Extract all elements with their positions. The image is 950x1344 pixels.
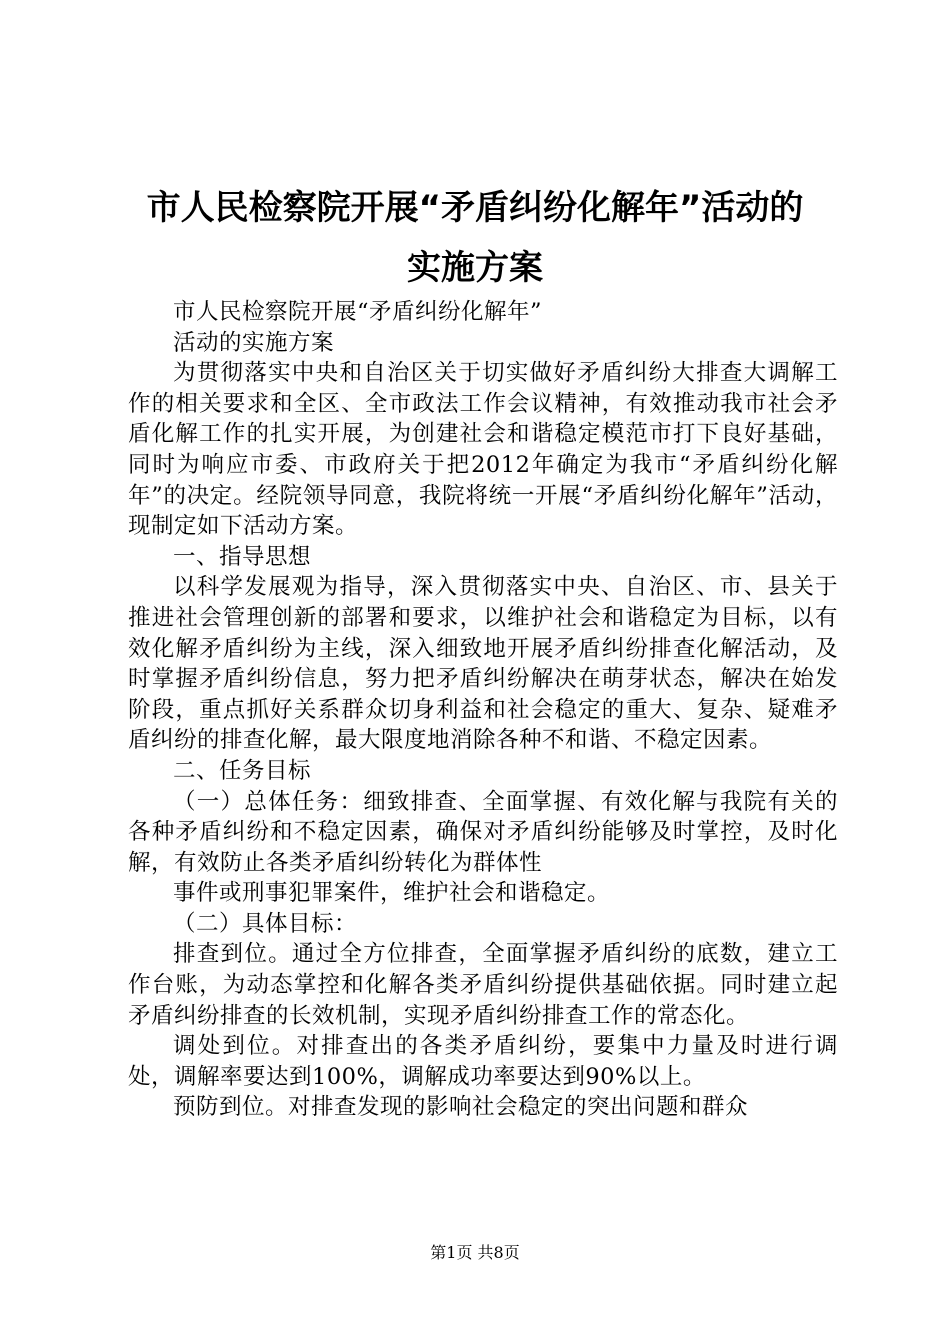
goal-mediation-paragraph: 调处到位。对排查出的各类矛盾纠纷，要集中力量及时进行调处，调解率要达到100%，调解成功率要达到90%以上。: [128, 1033, 838, 1090]
section-heading-task-goals: 二、任务目标: [173, 757, 312, 784]
intro-paragraph: 为贯彻落实中央和自治区关于切实做好矛盾纠纷大排查大调解工作的相关要求和全区、全市政法工作会议精神，有效推动我市社会矛盾化解工作的扎实开展，为创建社会和谐稳定模范市打下良好基础，同时为响应市委、市政府关于把2012年确定为我市“矛盾纠纷化解年”的决定。经院领导同意，我院将统一开展“矛盾纠纷化解年”活动，现制定如下活动方案。: [128, 360, 838, 540]
subtitle-line-1: 市人民检察院开展“矛盾纠纷化解年”: [173, 299, 543, 325]
guiding-thought-paragraph: 以科学发展观为指导，深入贯彻落实中央、自治区、市、县关于推进社会管理创新的部署和要求，以维护社会和谐稳定为目标，以有效化解矛盾纠纷为主线，深入细致地开展矛盾纠纷排查化解活动，及时掌握矛盾纠纷信息，努力把矛盾纠纷解决在萌芽状态，解决在始发阶段，重点抓好关系群众切身利益和社会稳定的重大、复杂、疑难矛盾纠纷的排查化解，最大限度地消除各种不和谐、不稳定因素。: [128, 574, 838, 754]
page-number-footer: 第1页 共8页: [430, 1243, 520, 1262]
document-title-line-1: 市人民检察院开展“矛盾纠纷化解年”活动的: [146, 188, 804, 228]
overall-task-continuation: 事件或刑事犯罪案件，维护社会和谐稳定。: [173, 880, 611, 907]
goal-prevention-paragraph: 预防到位。对排查发现的影响社会稳定的突出问题和群众: [173, 1094, 749, 1121]
document-title-line-2: 实施方案: [407, 248, 543, 288]
subtitle-line-2: 活动的实施方案: [173, 329, 335, 356]
document-body: [128, 297, 838, 1123]
goal-investigation-paragraph: 排查到位。通过全方位排查，全面掌握矛盾纠纷的底数，建立工作台账，为动态掌控和化解各类矛盾纠纷提供基础依据。同时建立起矛盾纠纷排查的长效机制，实现矛盾纠纷排查工作的常态化。: [128, 941, 838, 1029]
overall-task-paragraph: （一）总体任务：细致排查、全面掌握、有效化解与我院有关的各种矛盾纠纷和不稳定因素，确保对矛盾纠纷能够及时掌控，及时化解，有效防止各类矛盾纠纷转化为群体性: [128, 788, 838, 876]
specific-goals-heading: （二）具体目标：: [173, 910, 358, 937]
section-heading-guiding-thought: 一、指导思想: [173, 543, 312, 570]
